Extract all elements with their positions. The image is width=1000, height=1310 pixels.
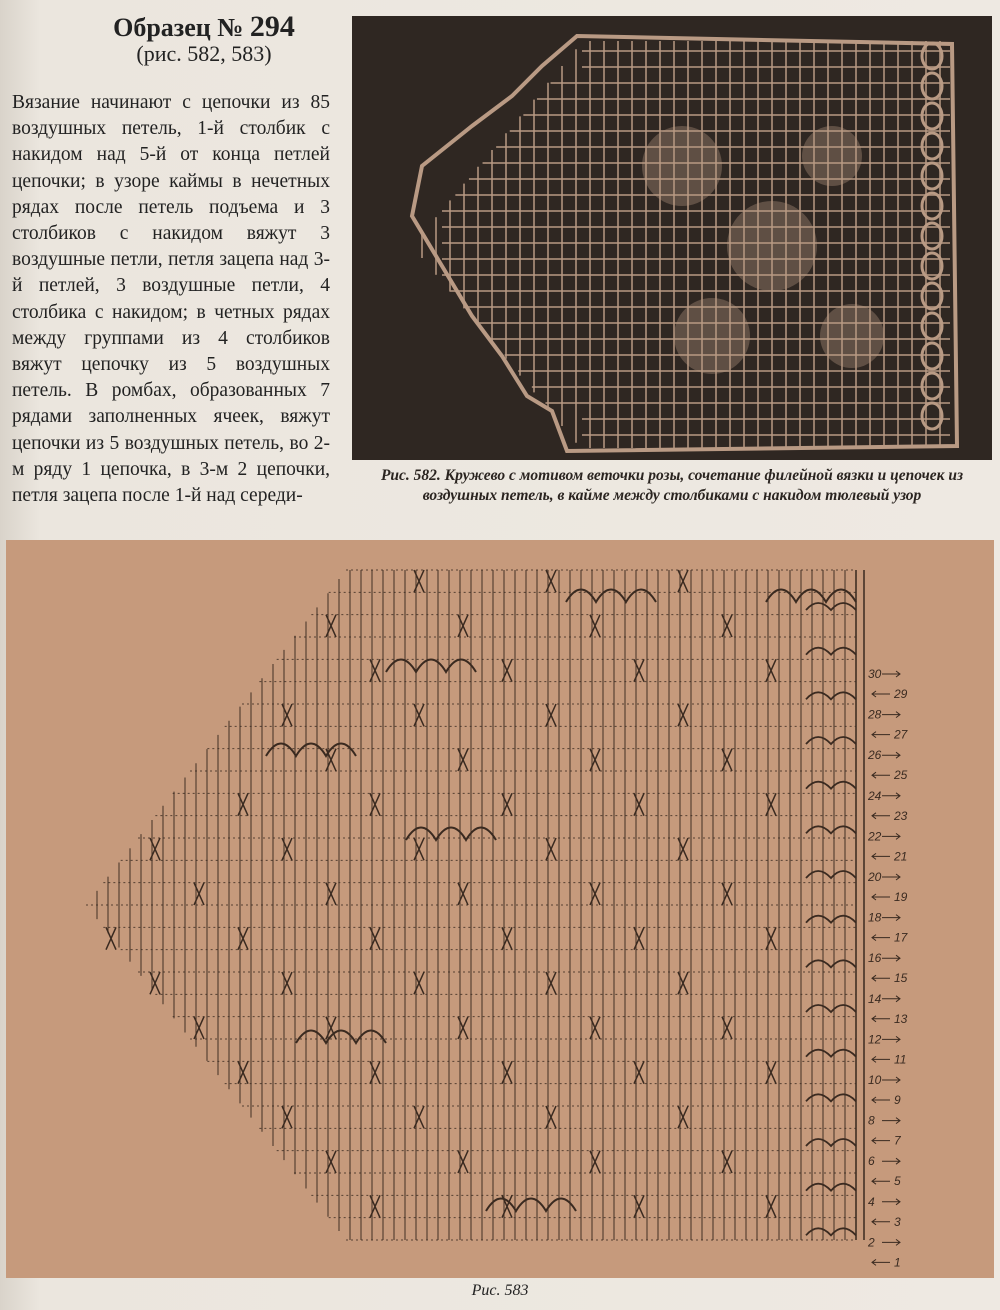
row-number-odd: 1 <box>894 1255 901 1270</box>
figure-582-caption: Рис. 582. Кружево с мотивом веточки розы, сочетание филейной вязки и цепочек из воздушных петель, в кайме между столбиками с накидом тюлевый узор <box>380 467 964 504</box>
row-number-odd: 29 <box>894 687 908 701</box>
row-number-even: 20 <box>868 870 882 884</box>
row-arrow-left-icon <box>872 1178 890 1184</box>
row-arrow-left-icon <box>872 691 890 697</box>
row-arrow-left-icon <box>872 853 890 859</box>
row-arrow-left-icon <box>872 1016 890 1022</box>
row-arrow-left-icon <box>872 772 890 778</box>
row-number-odd: 11 <box>894 1052 907 1067</box>
row-arrow-right-icon <box>882 1036 900 1042</box>
row-number-odd: 17 <box>894 930 908 945</box>
row-arrow-left-icon <box>872 935 890 941</box>
row-number-odd: 15 <box>894 971 908 986</box>
row-number-even: 6 <box>868 1154 875 1169</box>
row-arrow-left-icon <box>872 1138 890 1144</box>
row-number-even: 24 <box>868 788 882 803</box>
row-number-odd: 9 <box>894 1093 901 1107</box>
row-arrow-left-icon <box>872 1056 890 1062</box>
row-number-even: 4 <box>868 1194 875 1209</box>
row-arrow-left-icon <box>872 1097 890 1103</box>
row-arrow-right-icon <box>882 874 900 880</box>
row-number-even: 2 <box>868 1235 875 1250</box>
chart-row-numbers <box>867 667 909 1269</box>
pattern-title <box>78 12 330 43</box>
row-number-even: 14 <box>868 991 882 1006</box>
figure-reference: (рис. 582, 583) <box>136 41 272 66</box>
lace-photo-drawing <box>352 16 992 460</box>
row-number-odd: 7 <box>894 1133 901 1148</box>
row-arrow-right-icon <box>882 712 900 718</box>
row-arrow-left-icon <box>872 732 890 738</box>
row-number-odd: 23 <box>894 808 908 823</box>
row-number-odd: 25 <box>894 768 908 783</box>
row-number-even: 12 <box>868 1032 882 1047</box>
instructions-text <box>12 90 330 509</box>
row-arrow-right-icon <box>882 915 900 921</box>
row-number-odd: 3 <box>894 1214 901 1229</box>
row-number-even: 18 <box>868 910 882 925</box>
row-number-odd: 13 <box>894 1011 908 1026</box>
row-arrow-right-icon <box>882 1118 900 1124</box>
row-arrow-right-icon <box>882 955 900 961</box>
instructions-paragraph: Вязание начинают с цепочки из 85 воздушных петель, 1-й столбик с накидом над 5-й от конца петлей цепочки; в узоре каймы в нечетных рядах после петель подъема и 3 столбиков с накидом вяжут 3 воздушные петли, петля зацепа над 3-й петлей, 3 воздушные петли, 4 столбика с накидом; в четных рядах между группами из 4 столбиков вяжут цепочку из 5 воздушных петель. В ромбах, образованных 7 рядами заполненных ячеек, вяжут цепочки из 5 воздушных петель, во 2-м ряду 1 цепочка, в 3-м 2 цепочки, петля зацепа после 1-й над середи- <box>12 92 330 507</box>
row-number-even: 26 <box>868 748 882 763</box>
row-number-even: 8 <box>868 1113 875 1128</box>
row-number-odd: 19 <box>894 890 908 904</box>
row-arrow-right-icon <box>882 752 900 758</box>
row-arrow-left-icon <box>872 1259 890 1265</box>
row-arrow-right-icon <box>882 1239 900 1245</box>
row-arrow-right-icon <box>882 793 900 799</box>
crochet-chart <box>6 540 994 1278</box>
title-prefix: Образец № <box>113 13 244 42</box>
row-number-even: 30 <box>868 667 882 681</box>
row-arrow-left-icon <box>872 813 890 819</box>
row-arrow-left-icon <box>872 975 890 981</box>
chart-grid <box>86 570 856 1240</box>
row-arrow-left-icon <box>872 894 890 900</box>
row-number-even: 28 <box>868 707 882 722</box>
lace-body <box>412 36 957 451</box>
row-arrow-right-icon <box>882 996 900 1002</box>
row-number-odd: 21 <box>894 849 908 864</box>
lace-photo <box>352 16 992 460</box>
row-number-even: 16 <box>868 951 882 966</box>
row-arrow-right-icon <box>882 671 900 677</box>
row-number-odd: 27 <box>894 727 908 742</box>
figure-583-label: Рис. 583 <box>471 1282 529 1299</box>
row-arrow-right-icon <box>882 1199 900 1205</box>
row-number-odd: 5 <box>894 1174 901 1189</box>
row-arrow-right-icon <box>882 1077 900 1083</box>
row-arrow-left-icon <box>872 1219 890 1225</box>
row-number-even: 10 <box>868 1073 882 1087</box>
crochet-chart-drawing <box>6 540 994 1278</box>
row-number-even: 22 <box>868 829 882 844</box>
chart-border-column <box>806 570 864 1240</box>
row-arrow-right-icon <box>882 833 900 839</box>
pattern-number: 294 <box>249 10 295 43</box>
row-arrow-right-icon <box>882 1158 900 1164</box>
